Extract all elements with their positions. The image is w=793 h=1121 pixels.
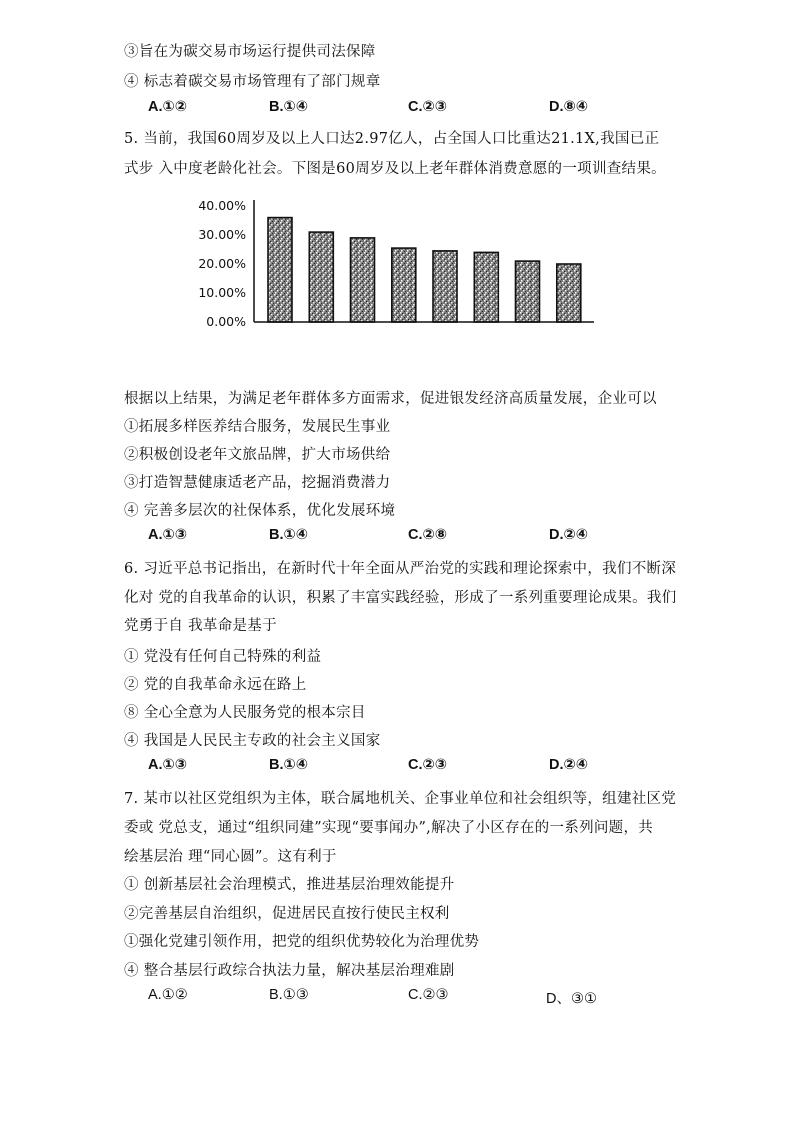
q6-option-d: D.②④	[549, 757, 589, 773]
q7-stem-line-1: 7. 某市以社区党组织为主体，联合属地机关、企事业单位和社会组织等，组建社区党	[124, 791, 677, 807]
q4-option-d: D.⑧④	[549, 99, 589, 115]
y-tick-label: 0.00%	[206, 314, 246, 329]
y-tick-label: 10.00%	[198, 285, 246, 300]
chart-bar	[351, 238, 375, 322]
q6-stem-line-3: 党勇于自 我革命是基于	[124, 618, 277, 634]
q4-option-b: B.①④	[269, 99, 309, 115]
q4-option-a: A.①②	[148, 99, 188, 115]
q5-option-c: C.②⑧	[408, 527, 448, 543]
q6-stem-line-1: 6. 习近平总书记指出，在新时代十年全面从严治党的实践和理论探索中，我们不断深	[124, 561, 677, 577]
y-tick-label: 20.00%	[198, 256, 246, 271]
q5-stem-line-1: 5. 当前，我国60周岁及以上人口达2.97亿人，占全国人口比重达21.1X,我国已正	[124, 131, 660, 147]
q6-item-2: ② 党的自我革命永远在路上	[124, 677, 307, 693]
q5-item-3: ③打造智慧健康适老产品，挖掘消费潜力	[124, 475, 391, 491]
q5-item-1: ①拓展多样医养结合服务，发展民生事业	[124, 419, 391, 435]
q6-option-c: C.②③	[408, 757, 448, 773]
q6-option-a: A.①③	[148, 757, 188, 773]
chart-bar	[268, 218, 292, 322]
q6-item-3: ⑧ 全心全意为人民服务党的根本宗目	[124, 705, 366, 721]
q7-option-c: C.②③	[408, 987, 449, 1003]
q5-option-a: A.①③	[148, 527, 188, 543]
chart-bar	[433, 251, 457, 322]
q7-stem-line-3: 绘基层治 理“同心圆”。这有利于	[124, 849, 337, 865]
q6-item-1: ① 党没有任何自己特殊的利益	[124, 649, 322, 665]
q7-item-4: ④ 整合基层行政综合执法力量，解决基层治理难剧	[124, 963, 455, 979]
q5-item-2: ②积极创设老年文旅品牌，扩大市场供给	[124, 447, 391, 463]
q5-option-d: D.②④	[549, 527, 589, 543]
q7-option-b: B.①③	[269, 987, 309, 1003]
q5-stem-line-2: 式步 入中度老龄化社会。下图是60周岁及以上老年群体消费意愿的一项训查结果。	[124, 161, 666, 177]
chart-bar	[309, 232, 333, 322]
q4-item-3: ③旨在为碳交易市场运行提供司法保障	[124, 44, 376, 60]
q6-option-b: B.①④	[269, 757, 309, 773]
q5-item-4: ④ 完善多层次的社保体系，优化发展环境	[124, 503, 396, 519]
chart-bar	[392, 248, 416, 322]
y-tick-label: 40.00%	[198, 198, 246, 213]
chart-bar	[557, 264, 581, 322]
q7-option-a: A.①②	[148, 987, 188, 1003]
q5-option-b: B.①④	[269, 527, 309, 543]
q5-question: 根据以上结果，为满足老年群体多方面需求，促进银发经济高质量发展，企业可以	[124, 391, 657, 407]
q7-item-1: ① 创新基层社会治理模式，推进基层治理效能提升	[124, 877, 455, 893]
q4-item-4: ④ 标志着碳交易市场管理有了部门规章	[124, 74, 381, 90]
q6-stem-line-2: 化对 党的自我革命的认识，积累了丰富实践经验，形成了一系列重要理论成果。我们	[124, 590, 677, 606]
chart-bar	[474, 252, 498, 322]
q7-item-2: ②完善基层自治组织，促进居民直按行使民主权利	[124, 906, 450, 922]
q6-item-4: ④ 我国是人民民主专政的社会主义国家	[124, 733, 381, 749]
q7-stem-line-2: 委或 党总支，通过“组织同建”实现“要事闻办”,解决了小区存在的一系列问题，共	[124, 820, 654, 836]
consumption-willingness-bar-chart	[196, 192, 606, 337]
chart-bar	[516, 261, 540, 322]
y-tick-label: 30.00%	[198, 227, 246, 242]
q7-option-d: D、③①	[546, 991, 597, 1007]
q4-option-c: C.②③	[408, 99, 448, 115]
q7-item-3: ①强化党建引领作用，把党的组织优势较化为治理优势	[124, 934, 480, 950]
